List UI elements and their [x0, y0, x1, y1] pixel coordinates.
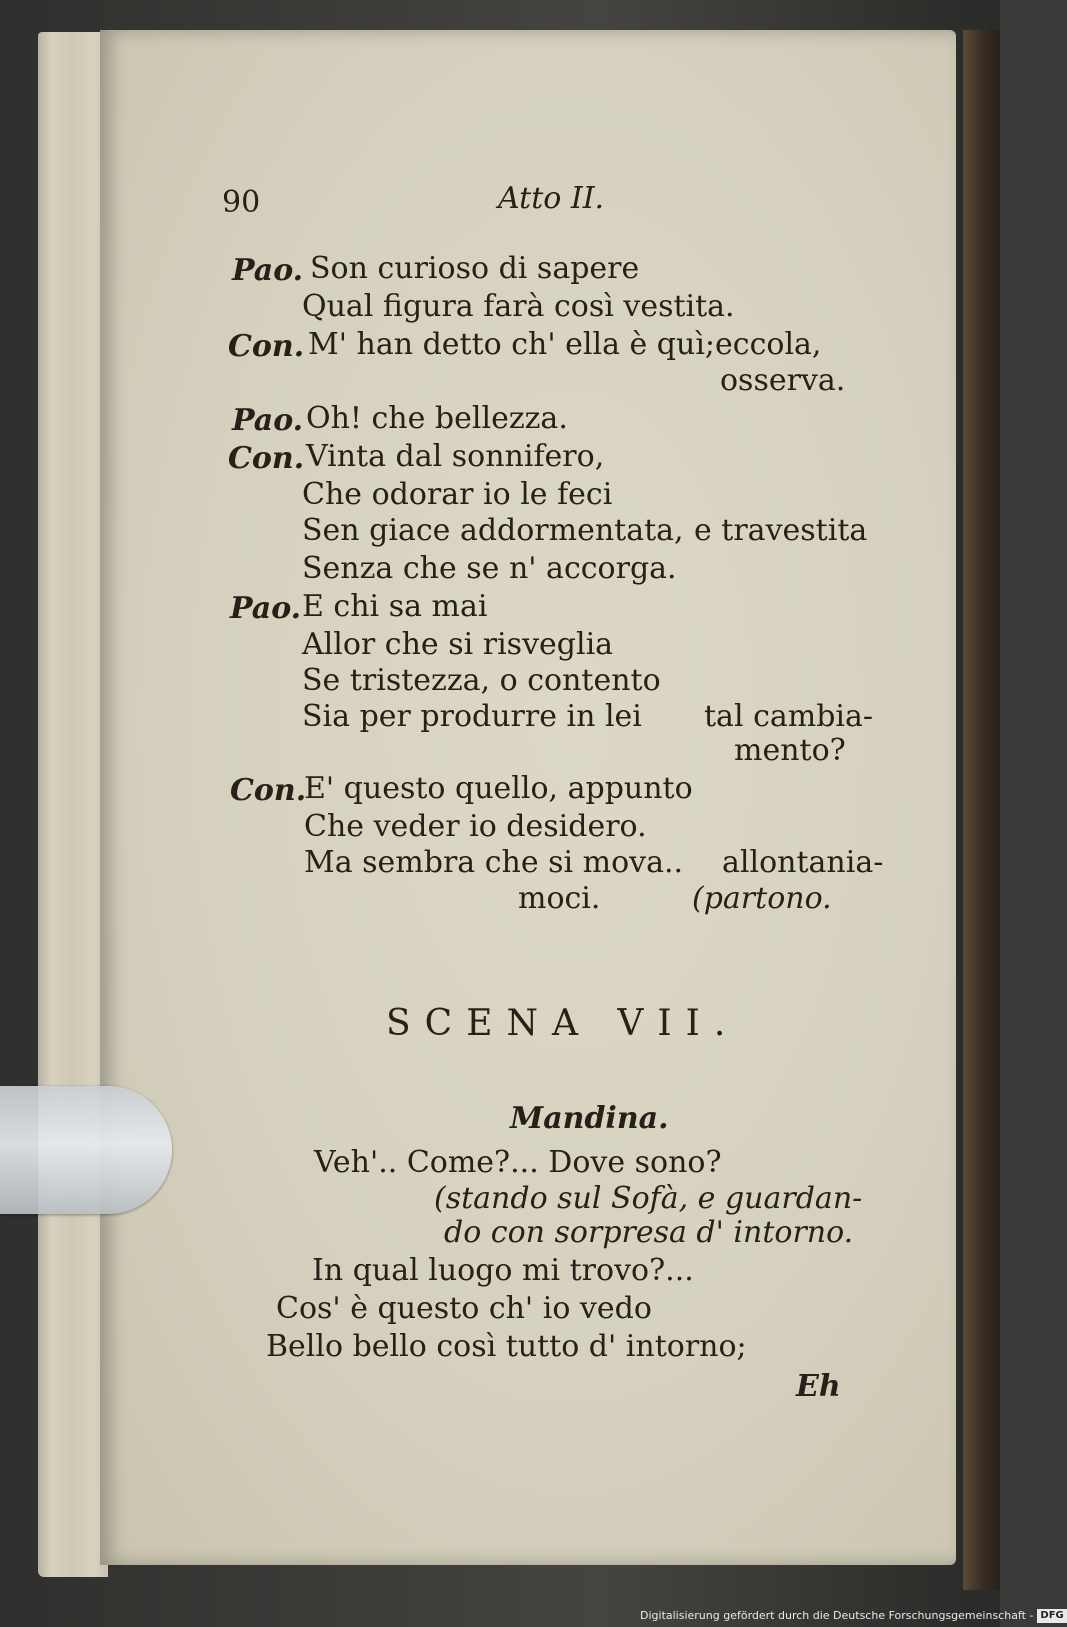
verse-line: Che odorar io le feci [302, 477, 613, 512]
page-edges [38, 32, 108, 1577]
verse-line: Se tristezza, o contento [302, 663, 661, 698]
verse-line: In qual luogo mi trovo?... [312, 1253, 694, 1288]
verse-line: Allor che si risveglia [302, 627, 614, 662]
verse-line: osserva. [720, 363, 846, 398]
speaker-pao: Pao. [230, 591, 302, 626]
verse-line: Senza che se n' accorga. [302, 551, 677, 586]
book-page [100, 30, 956, 1565]
verse-line: Che veder io desidero. [304, 809, 647, 844]
speaker-con: Con. [228, 329, 305, 364]
verse-line: Sia per produrre in lei [302, 699, 642, 734]
verse-line: E' questo quello, appunto [304, 771, 693, 806]
scene-character: Mandina. [510, 1101, 669, 1136]
speaker-pao: Pao. [232, 403, 304, 438]
verse-line: mento? [734, 733, 846, 768]
credit-text: Digitalisierung gefördert durch die Deutsche Forschungsgemeinschaft - [640, 1609, 1034, 1622]
page-clip [0, 1086, 172, 1214]
verse-line: moci. [518, 881, 601, 916]
verse-line: Vinta dal sonnifero, [306, 439, 605, 474]
verse-line: allontania- [722, 845, 884, 880]
scene-title: SCENA VII. [386, 1003, 740, 1044]
verse-line: Oh! che bellezza. [306, 401, 568, 436]
verse-line: tal cambia- [704, 699, 874, 734]
verse-line: E chi sa mai [302, 589, 488, 624]
stage-direction: (stando sul Sofà, e guardan- [434, 1181, 863, 1216]
speaker-con: Con. [230, 773, 307, 808]
verse-line: Veh'.. Come?... Dove sono? [314, 1145, 722, 1180]
verse-line: Son curioso di sapere [310, 251, 640, 286]
verse-line: e travestita [694, 513, 868, 548]
book-binding [963, 30, 1000, 1590]
verse-line: Cos' è questo ch' io vedo [276, 1291, 652, 1326]
catchword: Eh [796, 1369, 841, 1404]
stage-direction: do con sorpresa d' intorno. [444, 1215, 854, 1250]
speaker-pao: Pao. [232, 253, 304, 288]
verse-line: M' han detto ch' ella è quì;eccola, [308, 327, 822, 362]
stage-direction: (partono. [692, 881, 832, 916]
verse-line: Qual figura farà così vestita. [302, 289, 735, 324]
verse-line: Bello bello così tutto d' intorno; [266, 1329, 747, 1364]
digitization-credit [640, 1605, 1064, 1627]
dfg-logo: DFG [1037, 1609, 1066, 1623]
verse-line: Sen giace addormentata, [302, 513, 684, 548]
running-title: Atto II. [498, 181, 605, 216]
speaker-con: Con. [228, 441, 305, 476]
page-number: 90 [222, 185, 261, 220]
verse-line: Ma sembra che si mova.. [304, 845, 684, 880]
